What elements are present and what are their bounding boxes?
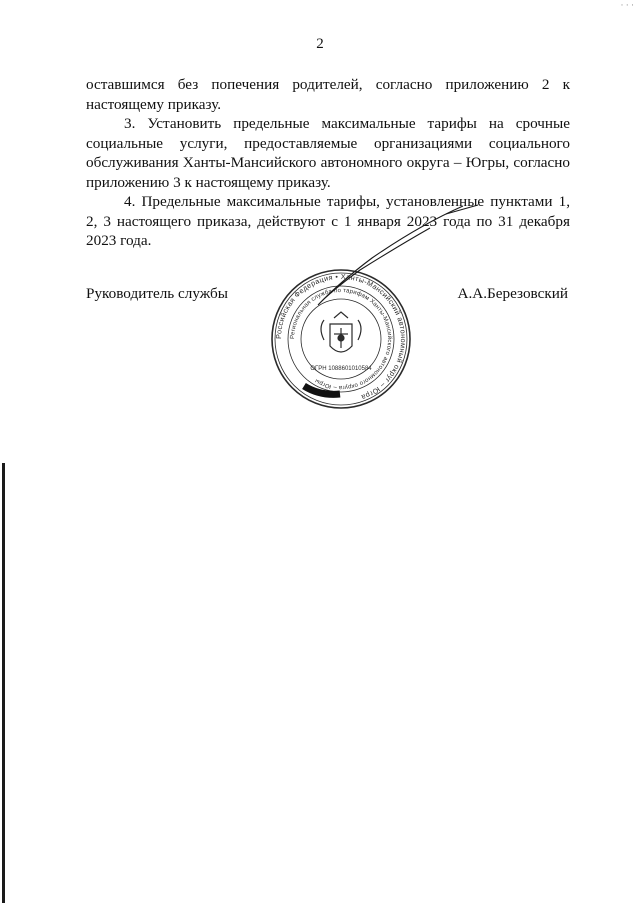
official-seal-stamp [270,268,412,410]
signatory-position: Руководитель службы [86,285,228,302]
page-number: 2 [316,36,324,52]
seal-ogrn: ОГРН 1088601010584 [310,366,372,372]
signatory-name: А.А.Березовский [457,285,568,302]
scan-margin-edge [2,463,5,903]
document-body [86,75,570,251]
paragraph-item-3: 3. Установить предельные максимальные тарифы на срочные социальные услуги, предоставляемые организациями социального обслуживания Ханты-Мансийского автономного округа – Югры, согласно приложению 3 к настоящему приказу. [86,115,570,191]
seal-inner-text: Региональная служба по тарифам Ханты-Мансийского автономного округа – Югры [289,287,393,391]
scan-corner-mark: · · · [620,0,634,10]
paragraph-item-4: 4. Предельные максимальные тарифы, установленные пунктами 1, 2, 3 настоящего приказа, действуют с 1 января 2023 года по 31 декабря 2023 года. [86,193,570,249]
coat-of-arms-icon [321,312,361,352]
paragraph-continuation: оставшимся без попечения родителей, согласно приложению 2 к настоящему приказу. [86,76,570,113]
seal-outer-text: Российская Федерация • Ханты-Мансийский автономный округ – Югра [273,271,409,403]
